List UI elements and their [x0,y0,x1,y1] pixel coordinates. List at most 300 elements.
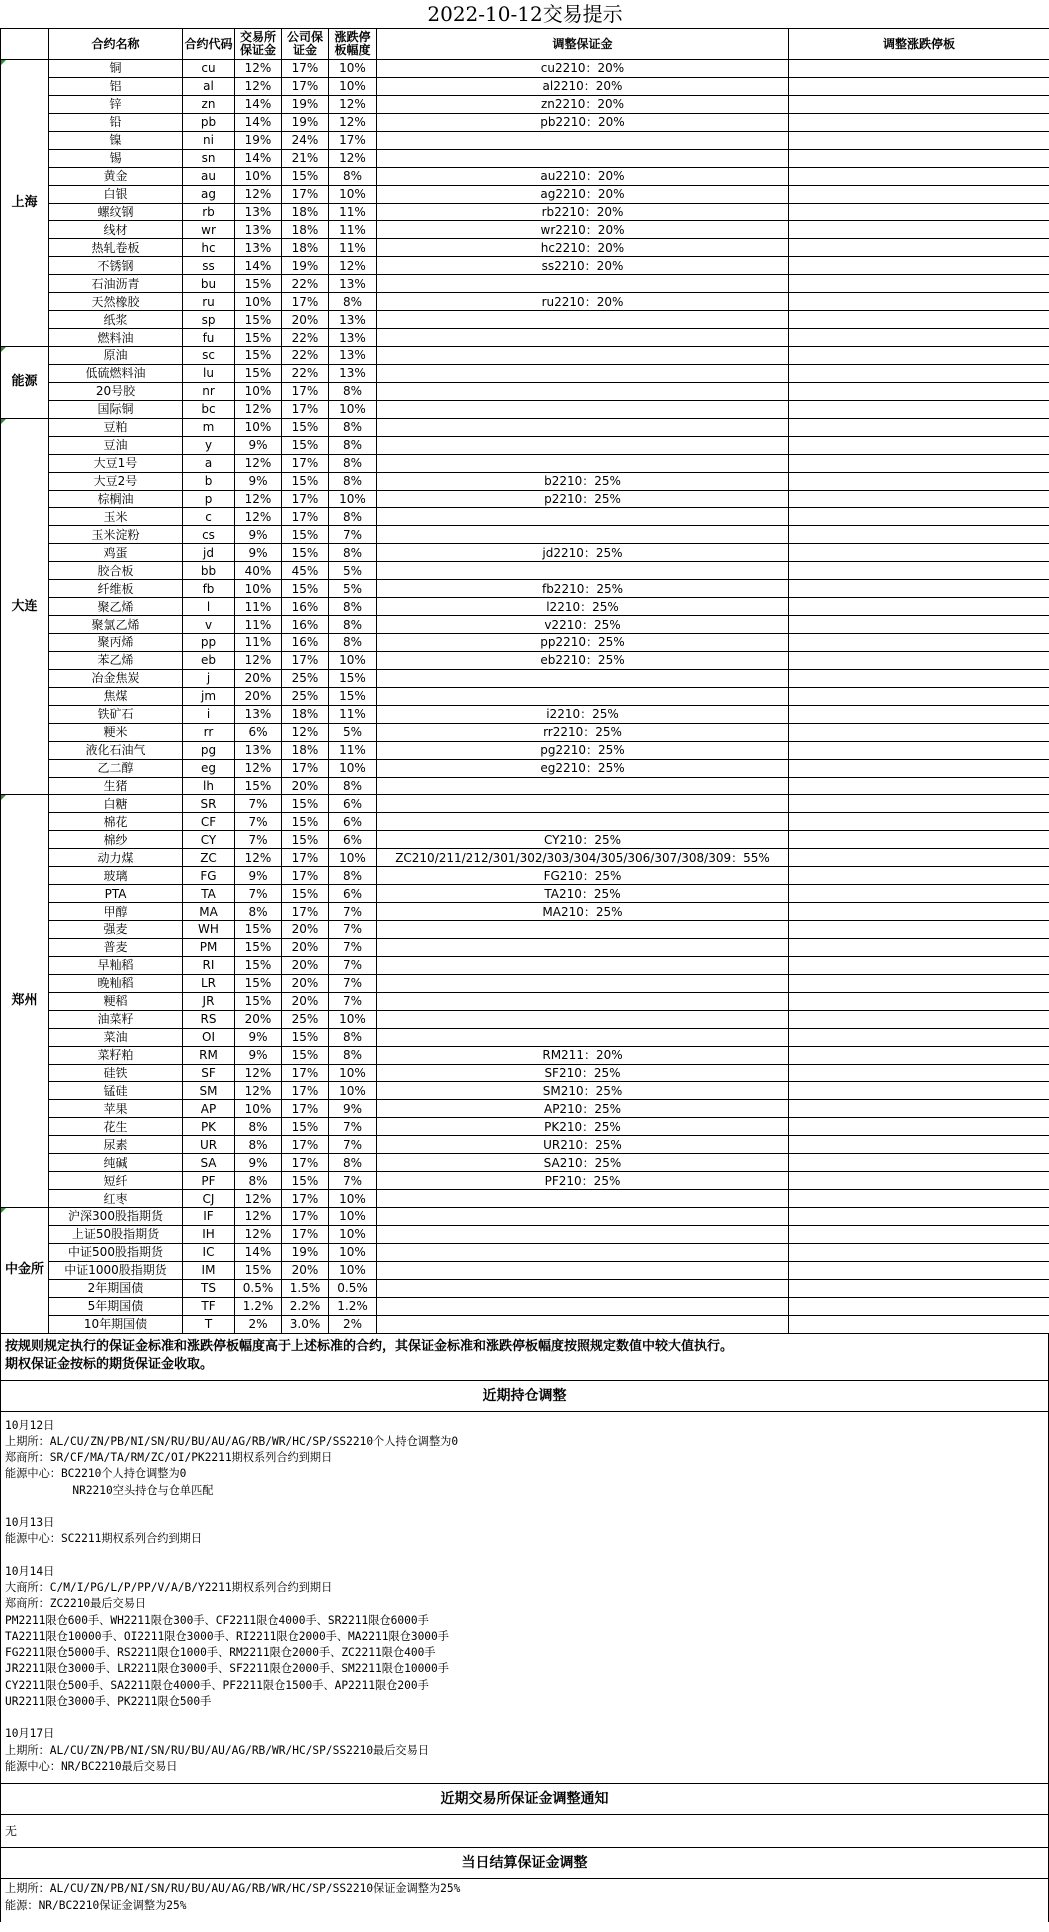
adjusted-margin-cell [377,418,789,436]
adjusted-margin-cell: eb2210：25% [377,651,789,669]
adjusted-margin-cell [377,1190,789,1208]
adjusted-limit-cell [789,1279,1049,1297]
contract-code-cell: IH [183,1225,235,1243]
adjusted-margin-cell [377,1225,789,1243]
contract-code-cell: RS [183,1010,235,1028]
adjusted-margin-cell [377,813,789,831]
adjusted-limit-cell [789,1190,1049,1208]
company-margin-cell: 15% [282,472,329,490]
header-company-margin: 公司保证金 [282,29,329,60]
adjusted-limit-cell [789,1172,1049,1190]
contract-code-cell: au [183,167,235,185]
price-limit-cell: 12% [329,113,377,131]
price-limit-cell: 8% [329,1154,377,1172]
table-body [1,60,1049,1334]
adjusted-limit-cell [789,347,1049,365]
exchange-margin-cell: 9% [235,526,282,544]
price-limit-cell: 10% [329,1225,377,1243]
position-line: 上期所：AL/CU/ZN/PB/NI/SN/RU/BU/AU/AG/RB/WR/HC/SP/SS2210最后交易日 [5,1743,429,1757]
price-limit-cell: 12% [329,257,377,275]
contract-name-cell: 线材 [49,221,183,239]
exchange-margin-cell: 10% [235,293,282,311]
adjusted-margin-cell [377,149,789,167]
adjusted-limit-cell [789,472,1049,490]
adjusted-margin-cell [377,311,789,329]
adjusted-margin-cell [377,956,789,974]
table-row [1,1297,1049,1315]
adjusted-limit-cell [789,95,1049,113]
exchange-notice-title: 近期交易所保证金调整通知 [0,1783,1049,1815]
contract-code-cell: ru [183,293,235,311]
contract-name-cell: 聚丙烯 [49,634,183,652]
adjusted-limit-cell [789,544,1049,562]
table-row [1,508,1049,526]
company-margin-cell: 22% [282,275,329,293]
exchange-margin-cell: 15% [235,347,282,365]
table-row [1,1172,1049,1190]
price-limit-cell: 7% [329,1136,377,1154]
exchange-margin-cell: 10% [235,580,282,598]
company-margin-cell: 17% [282,903,329,921]
table-row [1,1064,1049,1082]
table-row [1,1243,1049,1261]
exchange-margin-cell: 12% [235,849,282,867]
position-date: 10月14日 [5,1564,55,1578]
company-margin-cell: 15% [282,580,329,598]
adjusted-limit-cell [789,831,1049,849]
exchange-margin-cell: 13% [235,203,282,221]
exchange-margin-cell: 15% [235,1261,282,1279]
exchange-margin-cell: 7% [235,885,282,903]
contract-code-cell: TA [183,885,235,903]
table-row [1,974,1049,992]
exchange-margin-cell: 15% [235,275,282,293]
contract-code-cell: OI [183,1028,235,1046]
table-row [1,293,1049,311]
contract-name-cell: 20号胶 [49,382,183,400]
exchange-margin-cell: 14% [235,1243,282,1261]
position-date: 10月12日 [5,1418,55,1432]
company-margin-cell: 3.0% [282,1315,329,1333]
exchange-margin-cell: 13% [235,705,282,723]
company-margin-cell: 18% [282,203,329,221]
adjusted-margin-cell [377,329,789,347]
table-row [1,1154,1049,1172]
exchange-margin-cell: 15% [235,921,282,939]
table-row [1,1279,1049,1297]
table-row [1,759,1049,777]
table-row [1,921,1049,939]
table-row [1,257,1049,275]
exchange-margin-cell: 14% [235,113,282,131]
price-limit-cell: 7% [329,974,377,992]
price-limit-cell: 5% [329,580,377,598]
company-margin-cell: 20% [282,1261,329,1279]
table-row [1,167,1049,185]
contract-name-cell: 2年期国债 [49,1279,183,1297]
company-margin-cell: 17% [282,651,329,669]
company-margin-cell: 17% [282,60,329,78]
adjusted-margin-cell [377,562,789,580]
exchange-margin-cell: 9% [235,1046,282,1064]
adjusted-limit-cell [789,849,1049,867]
adjusted-margin-cell: v2210：25% [377,616,789,634]
adjusted-limit-cell [789,113,1049,131]
contract-code-cell: eb [183,651,235,669]
contract-name-cell: 玻璃 [49,867,183,885]
company-margin-cell: 15% [282,1028,329,1046]
contract-code-cell: bc [183,400,235,418]
price-limit-cell: 11% [329,239,377,257]
contract-code-cell: rr [183,723,235,741]
company-margin-cell: 1.5% [282,1279,329,1297]
adjusted-limit-cell [789,275,1049,293]
table-row [1,1118,1049,1136]
company-margin-cell: 21% [282,149,329,167]
adjusted-margin-cell: b2210：25% [377,472,789,490]
exchange-cell: 能源 [1,347,49,419]
contract-code-cell: AP [183,1100,235,1118]
price-limit-cell: 13% [329,347,377,365]
table-row [1,275,1049,293]
adjusted-margin-cell [377,454,789,472]
contract-code-cell: jd [183,544,235,562]
contract-code-cell: ni [183,131,235,149]
exchange-margin-cell: 11% [235,598,282,616]
table-row [1,400,1049,418]
table-row [1,364,1049,382]
exchange-cell: 中金所 [1,1208,49,1334]
company-margin-cell: 20% [282,956,329,974]
contract-code-cell: fb [183,580,235,598]
exchange-margin-cell: 8% [235,1172,282,1190]
contract-name-cell: 不锈钢 [49,257,183,275]
position-line: 郑商所：ZC2210最后交易日 [5,1597,147,1611]
table-row [1,634,1049,652]
contract-code-cell: pb [183,113,235,131]
contract-name-cell: 螺纹钢 [49,203,183,221]
contract-name-cell: 花生 [49,1118,183,1136]
contract-code-cell: i [183,705,235,723]
contract-name-cell: 红枣 [49,1190,183,1208]
company-margin-cell: 18% [282,705,329,723]
contract-name-cell: 大豆1号 [49,454,183,472]
contract-name-cell: 普麦 [49,938,183,956]
contract-code-cell: PK [183,1118,235,1136]
price-limit-cell: 11% [329,741,377,759]
company-margin-cell: 19% [282,257,329,275]
position-section-title: 近期持仓调整 [0,1380,1049,1412]
price-limit-cell: 8% [329,634,377,652]
contract-name-cell: 早籼稻 [49,956,183,974]
position-section-body [0,1412,1049,1784]
contract-name-cell: 棉花 [49,813,183,831]
company-margin-cell: 18% [282,741,329,759]
table-row [1,616,1049,634]
position-line: 上期所：AL/CU/ZN/PB/NI/SN/RU/BU/AU/AG/RB/WR/HC/SP/SS2210个人持仓调整为0 [5,1434,459,1448]
table-row [1,490,1049,508]
adjusted-margin-cell: PK210：25% [377,1118,789,1136]
contract-code-cell: IF [183,1208,235,1226]
header-price-limit: 涨跌停板幅度 [329,29,377,60]
block-gap [5,1548,1044,1564]
contract-code-cell: IM [183,1261,235,1279]
price-limit-cell: 15% [329,687,377,705]
contract-code-cell: T [183,1315,235,1333]
exchange-cell: 上海 [1,60,49,347]
company-margin-cell: 17% [282,1154,329,1172]
price-limit-cell: 8% [329,598,377,616]
exchange-margin-cell: 20% [235,669,282,687]
contract-name-cell: 苯乙烯 [49,651,183,669]
company-margin-cell: 45% [282,562,329,580]
adjusted-limit-cell [789,167,1049,185]
adjusted-limit-cell [789,1100,1049,1118]
contract-code-cell: sn [183,149,235,167]
contract-name-cell: 纤维板 [49,580,183,598]
table-row [1,651,1049,669]
table-row [1,1261,1049,1279]
contract-name-cell: 低硫燃料油 [49,364,183,382]
price-limit-cell: 10% [329,1243,377,1261]
company-margin-cell: 17% [282,77,329,95]
company-margin-cell: 20% [282,992,329,1010]
company-margin-cell: 16% [282,616,329,634]
price-limit-cell: 10% [329,1082,377,1100]
company-margin-cell: 17% [282,454,329,472]
company-margin-cell: 24% [282,131,329,149]
contract-name-cell: 5年期国债 [49,1297,183,1315]
adjusted-margin-cell: au2210：20% [377,167,789,185]
adjusted-limit-cell [789,77,1049,95]
table-row [1,311,1049,329]
exchange-cell: 郑州 [1,795,49,1208]
contract-code-cell: bu [183,275,235,293]
adjusted-limit-cell [789,436,1049,454]
adjusted-limit-cell [789,885,1049,903]
contract-code-cell: jm [183,687,235,705]
exchange-margin-cell: 6% [235,723,282,741]
table-row [1,705,1049,723]
adjusted-limit-cell [789,1154,1049,1172]
position-line: FG2211限仓5000手、RS2211限仓1000手、RM2211限仓2000手、ZC2211限仓400手 [5,1646,436,1660]
contract-code-cell: c [183,508,235,526]
adjusted-margin-cell [377,669,789,687]
exchange-margin-cell: 12% [235,77,282,95]
price-limit-cell: 8% [329,293,377,311]
contract-name-cell: 聚乙烯 [49,598,183,616]
contract-name-cell: 胶合板 [49,562,183,580]
adjusted-margin-cell [377,687,789,705]
company-margin-cell: 15% [282,418,329,436]
price-limit-cell: 5% [329,723,377,741]
price-limit-cell: 10% [329,651,377,669]
company-margin-cell: 17% [282,382,329,400]
adjusted-margin-cell: SM210：25% [377,1082,789,1100]
contract-name-cell: 纸浆 [49,311,183,329]
adjusted-margin-cell: rr2210：25% [377,723,789,741]
exchange-margin-cell: 9% [235,1154,282,1172]
price-limit-cell: 7% [329,1118,377,1136]
adjusted-limit-cell [789,616,1049,634]
contract-code-cell: SR [183,795,235,813]
adjusted-limit-cell [789,777,1049,795]
adjusted-margin-cell [377,795,789,813]
table-row [1,131,1049,149]
company-margin-cell: 25% [282,687,329,705]
adjusted-limit-cell [789,1261,1049,1279]
price-limit-cell: 10% [329,185,377,203]
company-margin-cell: 22% [282,364,329,382]
table-row [1,1136,1049,1154]
exchange-margin-cell: 12% [235,1208,282,1226]
contract-code-cell: RI [183,956,235,974]
price-limit-cell: 10% [329,849,377,867]
adjusted-margin-cell: p2210：25% [377,490,789,508]
exchange-margin-cell: 40% [235,562,282,580]
contract-name-cell: 中证500股指期货 [49,1243,183,1261]
position-line: CY2211限仓500手、SA2211限仓4000手、PF2211限仓1500手、AP2211限仓200手 [5,1678,429,1692]
exchange-margin-cell: 15% [235,992,282,1010]
exchange-margin-cell: 15% [235,777,282,795]
contract-code-cell: ss [183,257,235,275]
table-row [1,347,1049,365]
price-limit-cell: 8% [329,508,377,526]
adjusted-margin-cell: ss2210：20% [377,257,789,275]
exchange-margin-cell: 10% [235,382,282,400]
contract-name-cell: 铁矿石 [49,705,183,723]
contract-name-cell: 镍 [49,131,183,149]
adjusted-margin-cell [377,436,789,454]
contract-name-cell: 天然橡胶 [49,293,183,311]
price-limit-cell: 10% [329,1064,377,1082]
price-limit-cell: 13% [329,364,377,382]
contract-name-cell: 中证1000股指期货 [49,1261,183,1279]
table-row [1,526,1049,544]
exchange-margin-cell: 7% [235,795,282,813]
header-contract-code: 合约代码 [183,29,235,60]
contract-name-cell: 硅铁 [49,1064,183,1082]
adjusted-limit-cell [789,1225,1049,1243]
company-margin-cell: 17% [282,508,329,526]
table-row [1,903,1049,921]
adjusted-limit-cell [789,329,1049,347]
contract-code-cell: v [183,616,235,634]
contract-code-cell: m [183,418,235,436]
contract-name-cell: 苹果 [49,1100,183,1118]
contract-code-cell: WH [183,921,235,939]
contract-code-cell: TS [183,1279,235,1297]
adjusted-margin-cell [377,275,789,293]
company-margin-cell: 15% [282,885,329,903]
price-limit-cell: 10% [329,1010,377,1028]
adjusted-limit-cell [789,1082,1049,1100]
exchange-margin-cell: 2% [235,1315,282,1333]
exchange-margin-cell: 13% [235,239,282,257]
exchange-margin-cell: 10% [235,167,282,185]
adjusted-margin-cell: RM211：20% [377,1046,789,1064]
price-limit-cell: 10% [329,400,377,418]
price-limit-cell: 10% [329,1190,377,1208]
company-margin-cell: 17% [282,185,329,203]
contract-code-cell: CF [183,813,235,831]
adjusted-margin-cell [377,1028,789,1046]
adjusted-limit-cell [789,149,1049,167]
adjusted-margin-cell: CY210：25% [377,831,789,849]
adjusted-limit-cell [789,562,1049,580]
contract-code-cell: a [183,454,235,472]
table-row [1,992,1049,1010]
contract-code-cell: wr [183,221,235,239]
adjusted-limit-cell [789,1208,1049,1226]
adjusted-limit-cell [789,867,1049,885]
exchange-margin-cell: 10% [235,418,282,436]
contract-name-cell: 冶金焦炭 [49,669,183,687]
company-margin-cell: 20% [282,921,329,939]
company-margin-cell: 17% [282,867,329,885]
contract-name-cell: 铝 [49,77,183,95]
adjusted-margin-cell: pg2210：25% [377,741,789,759]
company-margin-cell: 17% [282,293,329,311]
adjusted-margin-cell: wr2210：20% [377,221,789,239]
adjusted-margin-cell [377,992,789,1010]
table-row [1,831,1049,849]
adjusted-limit-cell [789,956,1049,974]
contract-name-cell: 聚氯乙烯 [49,616,183,634]
adjusted-limit-cell [789,598,1049,616]
price-limit-cell: 13% [329,329,377,347]
adjusted-margin-cell: ZC210/211/212/301/302/303/304/305/306/307/308/309：55% [377,849,789,867]
contract-name-cell: 豆油 [49,436,183,454]
adjusted-limit-cell [789,651,1049,669]
adjusted-limit-cell [789,526,1049,544]
price-limit-cell: 8% [329,167,377,185]
table-row [1,382,1049,400]
adjusted-margin-cell: PF210：25% [377,1172,789,1190]
table-row [1,813,1049,831]
contract-name-cell: 国际铜 [49,400,183,418]
adjusted-limit-cell [789,580,1049,598]
contract-code-cell: j [183,669,235,687]
adjusted-limit-cell [789,454,1049,472]
contract-code-cell: sc [183,347,235,365]
adjusted-margin-cell: ru2210：20% [377,293,789,311]
exchange-margin-cell: 9% [235,544,282,562]
company-margin-cell: 17% [282,849,329,867]
table-row [1,1315,1049,1333]
contract-code-cell: fu [183,329,235,347]
price-limit-cell: 10% [329,1208,377,1226]
contract-name-cell: 菜籽粕 [49,1046,183,1064]
price-limit-cell: 0.5% [329,1279,377,1297]
table-row [1,1046,1049,1064]
adjusted-limit-cell [789,741,1049,759]
table-row [1,203,1049,221]
contract-code-cell: nr [183,382,235,400]
position-date: 10月13日 [5,1516,55,1530]
table-row [1,669,1049,687]
adjusted-limit-cell [789,1118,1049,1136]
contract-code-cell: cu [183,60,235,78]
table-row [1,687,1049,705]
position-line: NR2210空头持仓与仓单匹配 [5,1483,214,1497]
adjusted-margin-cell [377,1315,789,1333]
company-margin-cell: 19% [282,113,329,131]
table-row [1,77,1049,95]
contract-code-cell: PM [183,938,235,956]
contract-code-cell: PF [183,1172,235,1190]
table-row [1,598,1049,616]
